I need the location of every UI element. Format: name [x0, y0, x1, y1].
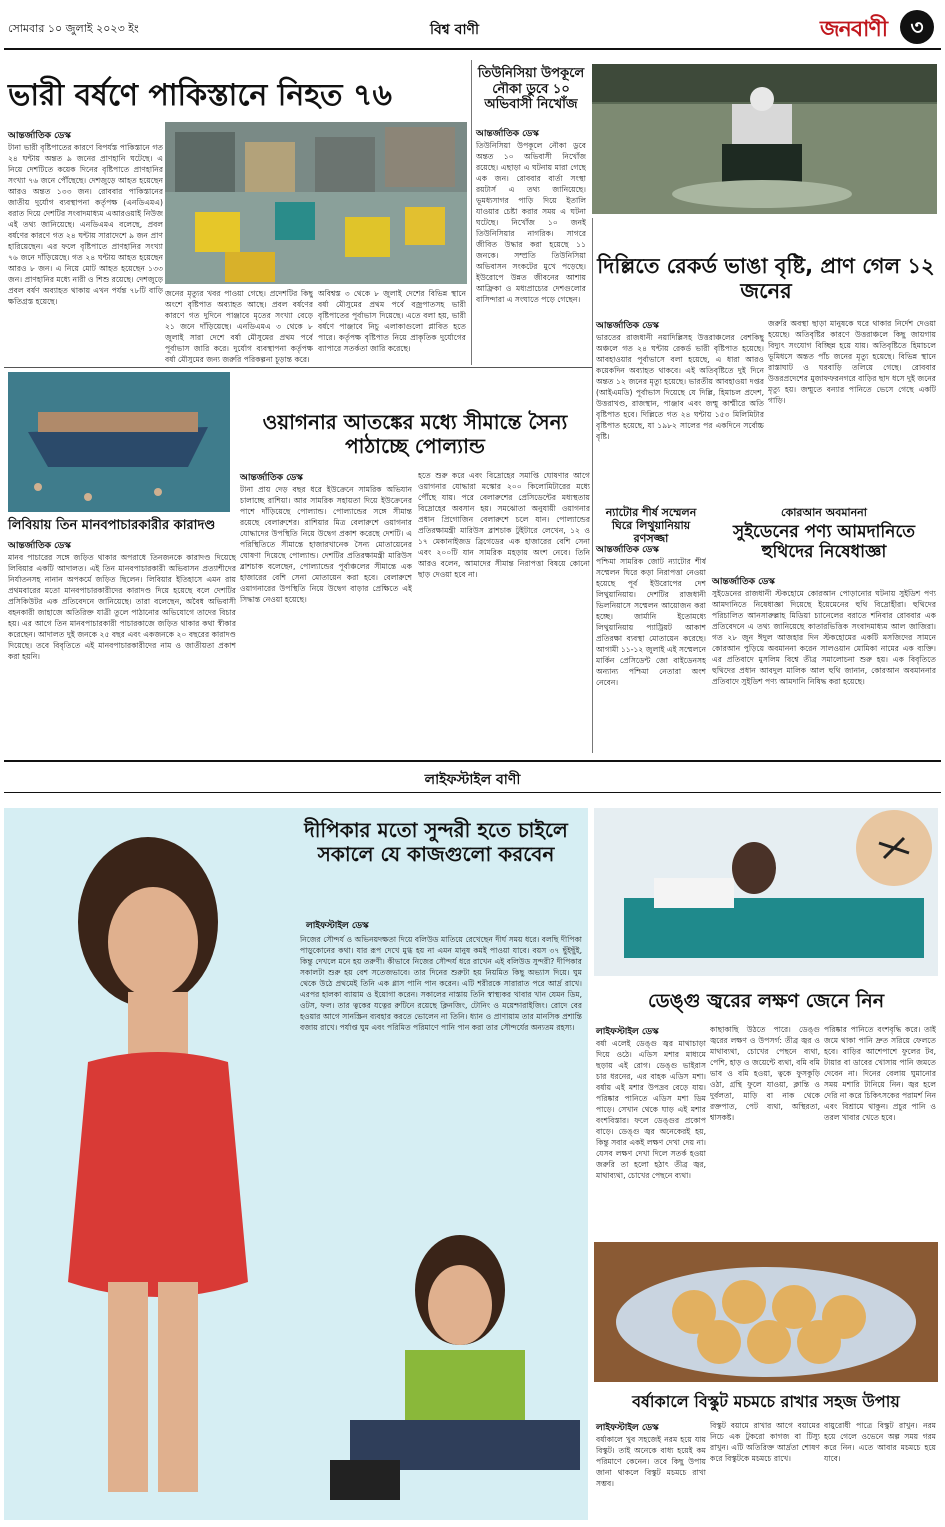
libya-headline: লিবিয়ায় তিন মানবপাচারকারীর কারাদণ্ড: [8, 518, 216, 533]
deepika-body: নিজের সৌন্দর্য ও অভিনয়দক্ষতা দিয়ে বলিউড মাতিয়ে রেখেছেন দীর্ঘ সময় ধরে। বলছি দীপিকা পাড়ুকোনের কথা। যার রূপ দেখে মুগ্ধ হয় না এমন মানুষ কমই পাওয়া যাবে। বয়স ৩৭ ছুঁইছুঁই, কিন্তু দেখলে মনে হয় তরুণী। কীভাবে নিজের সৌন্দর্য ধরে রাখেন এই বলিউড সুন্দরী? দীপিকার সকালটা শুরু হয় বেশ সতেজভাবে। তার দিনের শুরুটা হয় নিয়মিত কিছু অভ্যাস দিয়ে। ঘুম থেকে উঠে প্রথমেই তিনি এক গ্লাস পানি পান করেন। এটি শরীরকে সারারাত পরে আর্দ্র রাখে। এরপর হালকা ব্যায়াম ও ইয়োগা করেন। সকালের নাস্তায় তিনি স্বাস্থ্যকর খাবার খান যেমন ডিম, ওটস, ফল। তার ত্বকের যত্নের রুটিনে রয়েছে ক্লিনজিং, টোনিং ও ময়েশ্চারাইজিং। রোদে বের হওয়ার আগে সানস্ক্রিন ব্যবহার করতে ভোলেন না তিনি। ধ্যান ও প্রাণায়াম তার মানসিক প্রশান্তি বজায় রাখে। পর্যাপ্ত ঘুম এবং পরিমিত পরিমাণে পানি পান করা তার সৌন্দর্যের অন্যতম রহস্য।: [300, 935, 582, 1032]
libya-body: মানব পাচারের সঙ্গে জড়িত থাকার অপরাধে তিনজনকে কারাদণ্ড দিয়েছে লিবিয়ার একটি আদালত। এই তিন মানবপাচারকারী অভিবাসন প্রত্যাশীদের নির্যাতনসহ নানান অপকর্মে জড়িত ছিলেন। লিবিয়ার ইতিহাসে এমন রায় প্রথমবারের মতো মানবপাচারকারীদের কারাদণ্ড দিয়ে হয়েছে বলে দেশটির প্রসিকিউটর এক প্রতিবেদনে জানিয়েছে। তারা বলেছেন, অবৈধ অভিবাসী বহনকারী জাহাজে অতিরিক্ত যাত্রী তুলে পাঠানোর অভিযোগে তাদের বিচার হয়। এর আগে তিন মানবপাচারকারী পাচারকাজে জড়িত থাকার কথা স্বীকার করেছেন। আদালত দুই জনকে ২৫ বছর এবং একজনকে ২০ বছরের কারাদণ্ড দিয়েছে। তবে বিবৃতিতে এই মানবপাচারকারীদের নাম ও জাতীয়তা প্রকাশ করা হয়নি।: [8, 553, 236, 661]
biscuit-desk: লাইফস্টাইল ডেস্ক: [596, 1423, 659, 1433]
delhi-desk: আন্তর্জাতিক ডেস্ক: [596, 321, 659, 331]
nato-desk: আন্তর্জাতিক ডেস্ক: [596, 545, 659, 555]
poland-col1: টানা প্রায় দেড় বছর ধরে ইউক্রেনে সামরিক অভিযান চালাচ্ছে রাশিয়া। আর সামরিক সহায়তা দিয়ে ইউক্রেনের পাশে দাঁড়িয়েছে পোল্যান্ড। পোল্যান্ডের সঙ্গে সীমান্ত রয়েছে বেলারুশের। রাশিয়ার মিত্র বেলারুশে ওয়াগনার যোদ্ধাদের উপস্থিতি নিয়ে উদ্বেগ প্রকাশ করেছে দেশটি। এ পরিস্থিতিতে সীমান্তে হাজারখানেক সৈন্য মোতায়েনের ঘোষণা দিয়েছে পোল্যান্ড। দেশটির প্রতিরক্ষামন্ত্রী মারিউস ব্লাশচাক বলেছেন, পোল্যান্ডের পূর্বাঞ্চলের সীমান্তে এক হাজারের বেশি সেনা মোতায়েন করা হবে। বেলারুশে ওয়াগনারের উপস্থিতি নিয়ে উদ্বেগ বাড়ার প্রেক্ষিতে এই সিদ্ধান্ত নেওয়া হয়েছে।: [240, 485, 412, 604]
poland-headline: ওয়াগনার আতঙ্কের মধ্যে সীমান্তে সৈন্য পাঠাচ্ছে পোল্যান্ড: [262, 410, 568, 458]
patient-bed-photo: [594, 808, 938, 976]
pakistan-col2: জনের মৃত্যুর খবর পাওয়া গেছে। প্রদেশটির কিছু অংশে বৃষ্টিপাত অব্যাহত আছে। প্রবল বর্ষণের কারণে গত দুদিনে পাঞ্জাবে মৃতের সংখ্যা বেড়ে ২১ জনে দাঁড়িয়েছে। এনডিএমএ ৩ থেকে ৮ জুলাই সারা দেশে বর্ষা মৌসুমের প্রথম পর্বে পূর্বাভাস জারি করে। দুর্যোগ ব্যবস্থাপনা কর্তৃপক্ষ বর্ষা মৌসুমের জন্য জরুরি পরিকল্পনা চূড়ান্ত করে।: [165, 289, 313, 364]
dengue-col1: বর্ষা এলেই ডেঙ্গু জ্বর মাথাচাড়া দিয়ে ওঠে। এডিস মশার মাধ্যমে ছড়ায় এই রোগ। ডেঙ্গু ভাইরাস চার ধরনের, এর বাহক এডিস মশা। বর্ষায় এই মশার উপদ্রব বেড়ে যায়। পরিষ্কার পানিতে এডিস মশা ডিম পাড়ে। সেখান থেকে ঘাড় এই মশার বংশবিস্তার। ফলে ডেঙ্গুর প্রকোপ বাড়ে। ডেঙ্গু জ্বর অনেকেরই হয়, কিন্তু সবার একই লক্ষণ দেখা দেয় না। যেসব লক্ষণ দেখা দিলে সতর্ক হওয়া জরুরি তা হলো হঠাৎ তীব্র জ্বর, মাথাব্যথা, চোখের পেছনে ব্যথা।: [596, 1039, 706, 1180]
section-rule: [4, 792, 941, 793]
phone-model-photo: [310, 1210, 588, 1515]
delhi-flood-photo: [592, 64, 937, 214]
sweden-desk: আন্তর্জাতিক ডেস্ক: [712, 577, 775, 587]
biscuit-col3: বায়ুরোধী পাত্রে বিস্কুট রাখুন। নরম হয়ে গেলে ওভেনে অল্প সময় গরম করে নিন। এতে আবার মচমচে হয়ে যাবে।: [824, 1421, 936, 1463]
sweden-headline: সুইডেনের পণ্য আমদানিতে হুথিদের নিষেধাজ্ঞা: [732, 522, 916, 563]
biscuit-col1: বর্ষাকালে খুব সহজেই নরম হয়ে যায় বিস্কুট। তাই অনেকে বাধ্য হয়েই কম পরিমাণে কেনেন। তবে কিছু উপায় জানা থাকলে বিস্কুট মচমচে রাখা সম্ভব।: [596, 1435, 706, 1488]
divider: [4, 367, 592, 368]
sweden-kicker: কোরআন অবমাননা: [781, 506, 867, 519]
model-photo: [8, 812, 308, 1517]
issue-date: সোমবার ১০ জুলাই ২০২৩ ইং: [8, 22, 139, 35]
tunisia-body: তিউনিসিয়া উপকূলে নৌকা ডুবে অন্তত ১০ অভিবাসী নিখোঁজ রয়েছে। এছাড়া এ ঘটনায় মারা গেছে এক জন। রোববার বার্তা সংস্থা রয়টার্স এ তথ্য জানিয়েছে। ভূমধ্যসাগর পাড়ি দিয়ে ইতালি যাওয়ার চেষ্টা করার সময় এ ঘটনা ঘটেছে। নিখোঁজ ১০ জনই তিউনিসিয়ার নাগরিক। সাগরে জীবিত উদ্ধার করা হয়েছে ১১ জনকে। সম্প্রতি তিউনিসিয়া অভিবাসন সংকটের মুখে পড়েছে। ইউরোপে উন্নত জীবনের আশায় আফ্রিকা ও মধ্যপ্রাচ্যের দেশগুলোর বাসিন্দারা এ সংঘাতে পড়ে গেছেন।: [476, 141, 586, 304]
pakistan-col1: টানা ভারী বৃষ্টিপাতের কারণে বিপর্যস্ত পাকিস্তানে গত ২৪ ঘন্টায় অন্তত ৯ জনের প্রাণহানি ঘটেছে। এ নিয়ে দেশটিতে কয়েক দিনের বৃষ্টিপাতে প্রাণহানির সংখ্যা ৭৬ জনে পৌঁছেছে। দেশজুড়ে আহত হয়েছেন আরও অন্তত ১৩৩ জন। রোববার পাকিস্তানের জাতীয় দুর্যোগ ব্যবস্থাপনা কর্তৃপক্ষ (এনডিএমএ) বরাত দিয়ে দেশটির সংবাদমাধ্যম এআরওয়াই নিউজ এই তথ্য জানিয়েছে। এনডিএমএ বলেছে, প্রবল বর্ষণের কারণে গত ২৪ ঘন্টায় সারাদেশে ৯ জন প্রাণ হারিয়েছেন। এর ফলে বৃষ্টিপাতে প্রাণহানির সংখ্যা ৭৬ জনে দাঁড়িয়েছে। গত ২৪ ঘন্টায় আহত হয়েছেন আরও ৮ জন। এ নিয়ে মোট আহত হয়েছেন ১৩৩ জন। প্রাণহানির মধ্যে নারী ও শিশু রয়েছে। দেশজুড়ে প্রবল বর্ষণ অব্যাহত থাকায় এখন পর্যন্ত ৭৮টি বাড়ি ক্ষতিগ্রস্ত হয়েছে।: [8, 143, 163, 306]
biscuit-headline: বর্ষাকালে বিস্কুট মচমচে রাখার সহজ উপায়: [632, 1392, 900, 1411]
nato-body: পশ্চিমা সামরিক জোট ন্যাটোর শীর্ষ সম্মেলন ঘিরে কড়া নিরাপত্তা নেওয়া হয়েছে পূর্ব ইউরোপের দেশ লিথুয়ানিয়ায়। দেশটির রাজধানী ভিলনিয়াসে সম্মেলন আয়োজন করা হচ্ছে। জার্মানি ইতোমধ্যে লিথুয়ানিয়ায় প্যাট্রিয়ট আকাশ প্রতিরক্ষা ব্যবস্থা মোতায়েন করেছে। আগামী ১১-১২ জুলাই এই সম্মেলনে মার্কিন প্রেসিডেন্ট জো বাইডেনসহ অন্যান্য পশ্চিমা নেতারা অংশ নেবেন।: [596, 557, 706, 687]
column-rule: [471, 60, 472, 365]
header-rule: [4, 48, 941, 50]
poland-desk: আন্তর্জাতিক ডেস্ক: [240, 473, 303, 483]
nato-headline: ন্যাটোর শীর্ষ সম্মেলন ঘিরে লিথুয়ানিয়ায় রণসজ্জা: [605, 506, 697, 546]
pakistan-headline: ভারী বর্ষণে পাকিস্তানে নিহত ৭৬: [8, 78, 392, 113]
dengue-headline: ডেঙ্গু জ্বরের লক্ষণ জেনে নিন: [647, 990, 885, 1012]
pakistan-desk: আন্তর্জাতিক ডেস্ক: [8, 131, 71, 141]
flood-street-photo: [165, 122, 467, 284]
tunisia-headline: তিউনিসিয়া উপকূলে নৌকা ডুবে ১০ অভিবাসী নিখোঁজ: [477, 66, 585, 113]
pakistan-col3: অবিশ্বস্ত ৩ থেকে ৮ জুলাই দেশের বিভিন্ন স্থানে বর্ষা মৌসুমের প্রথম পর্বে বজ্রপাতসহ ভারী বৃষ্টিপাতের পূর্বাভাস দিয়েছে। এতে বলা হয়, ভারী বর্ষণে পাঞ্জাবে নিচু এলাকাগুলো প্লাবিত হতে পারে। কর্তৃপক্ষ বৃষ্টিপাত নিয়ে প্রাকৃতিক দুর্যোগের ব্যাপারে সতর্কতা জারি করেছে।: [318, 289, 466, 353]
dengue-col2: কাছাকাছি উঠতে পারে। ডেঙ্গু জ্বরের লক্ষণ ও উপসর্গ: তীব্র জ্বর ও মাথাব্যথা, চোখের পেছনে ব্যথা, পেশি, হাড় ও জয়েন্টে ব্যথা, বমি বমি ভাব ও বমি হওয়া, ত্বকে ফুসকুড়ি ওঠা, গ্রন্থি ফুলে যাওয়া, ক্লান্তি ও দুর্বলতা, মাড়ি বা নাক থেকে রক্তপাত, পেট ব্যথা, অস্থিরতা, শ্বাসকষ্ট।: [710, 1025, 820, 1122]
deepika-headline: দীপিকার মতো সুন্দরী হতে চাইলে সকালে যে কাজগুলো করবেন: [304, 818, 568, 866]
newspaper-logo: জনবাণী: [820, 17, 888, 42]
biscuit-col2: বিস্কুট বয়ামে রাখার আগে বয়ামের নিচে এক টুকরো কাগজ বা টিস্যু রাখুন। এটি অতিরিক্ত আর্দ্রতা শোষণ করে বিস্কুটকে মচমচে রাখে।: [710, 1421, 820, 1463]
lifestyle-section-title: লাইফস্টাইল বাণী: [424, 772, 521, 788]
delhi-col1: ভারতের রাজধানী নয়াদিল্লিসহ উত্তরাঞ্চলের বেশকিছু অঞ্চলে গত ২৪ ঘন্টায় রেকর্ড ভারী বৃষ্টিপাত হয়েছে। আবহাওয়ার পূর্বাভাসে বলা হয়েছে, এ ধারা আরও কয়েকদিন অব্যাহত থাকবে। এই অতিবৃষ্টিতে দুই দিনে অন্তত ১২ জনের মৃত্যু হয়েছে। ভারতীয় আবহাওয়া দপ্তর (আইএমডি) পূর্বাভাস দিয়েছে যে দিল্লি, হিমাচল প্রদেশ, উত্তরাখণ্ড, রাজস্থান, পাঞ্জাব এবং জম্মু কাশ্মীরে অতি বৃষ্টিপাত হবে। দিল্লিতে গত ২৪ ঘন্টায় ১৫৩ মিলিমিটার বৃষ্টিপাত হয়েছে, যা ১৯৮২ সালের পর একদিনে সর্বোচ্চ বৃষ্টি।: [596, 333, 764, 441]
dengue-desk: লাইফস্টাইল ডেস্ক: [596, 1027, 659, 1037]
sweden-body: সুইডেনের রাজধানী স্টকহোমে কোরআন পোড়ানোর ঘটনায় সুইডিশ পণ্য আমদানিতে নিষেধাজ্ঞা দিয়েছে ইয়েমেনের হুথি বিদ্রোহীরা। হুথিদের পরিচালিত আনসারুল্লাহ মিডিয়া চ্যানেলের বরাতে শনিবার রোববার এক প্রতিবেদনে এ তথ্য জানিয়েছে কাতারভিত্তিক সংবাদমাধ্যম আল জাজিরা। গত ২৮ জুন ঈদুল আজহার দিন স্টকহোমের একটি মসজিদের সামনে কোরআন পুড়িয়ে অবমাননা করেন সালওয়ান মোমিকা নামের এক ব্যক্তি। এর প্রতিবাদে মুসলিম বিশ্বে তীব্র সমালোচনা শুরু হয়। এক বিবৃতিতে হুথিদের প্রধান আবদুল মালিক আল হুথি জানান, কোরআন অবমাননার প্রতিবাদে সুইডিশ পণ্য আমদানি নিষিদ্ধ করা হয়েছে।: [712, 589, 936, 686]
biscuit-photo: [594, 1242, 938, 1382]
delhi-col2: জরুরি অবস্থা ছাড়া মানুষকে ঘরে থাকার নির্দেশ দেওয়া হয়েছে। অতিবৃষ্টির কারণে উত্তরাঞ্চলে কিছু জায়গায় বিদ্যুৎ সংযোগ বিচ্ছিন্ন হয়ে যায়। অতিবৃষ্টিতে হিমাচলে ভূমিধসে অন্তত পাঁচ জনের মৃত্যু হয়েছে। বিভিন্ন স্থানে রাস্তাঘাট ও ঘরবাড়ি তলিয়ে গেছে। রোববার উত্তরপ্রদেশের মুজাফফরনগরে বাড়ির ছাদ ধসে দুই জনের মৃত্যু হয়। জম্মুতে বন্যার পানিতে ভেসে গেছে একটি গাড়ি।: [768, 319, 936, 405]
libya-desk: আন্তর্জাতিক ডেস্ক: [8, 541, 71, 551]
tunisia-desk: আন্তর্জাতিক ডেস্ক: [476, 129, 539, 139]
section-name: বিশ্ব বাণী: [430, 22, 479, 38]
column-rule: [592, 218, 593, 753]
deepika-desk: লাইফস্টাইল ডেস্ক: [306, 921, 369, 931]
section-rule: [4, 760, 941, 762]
poland-col2: হতে শুরু করে এবং বিদ্রোহের সমাপ্তি ঘোষণার আগে ওয়াগনার যোদ্ধারা মস্কোর ২০০ কিলোমিটারের মধ্যে পৌঁছে যায়। পরে বেলারুশের প্রেসিডেন্টের মধ্যস্থতায় বিদ্রোহের অবসান হয়। সমঝোতা অনুযায়ী ওয়াগনার প্রধান প্রিগোজিন বেলারুশে চলে যান। পোল্যান্ডের প্রতিরক্ষামন্ত্রী মারিউস ব্লাশচাক টুইটারে লেখেন, ১২ ও ১৭ মেকানাইজড ব্রিগেডের এক হাজারের বেশি সেনা এবং ২০০টি যান সামরিক মহড়ায় অংশ নেবে। তিনি আরও বলেন, আমাদের সীমান্ত নিরাপত্তা বিষয়ে কোনো ছাড় দেওয়া হবে না।: [418, 471, 590, 579]
delhi-headline: দিল্লিতে রেকর্ড ভাঙা বৃষ্টি, প্রাণ গেল ১২ জনের: [597, 254, 935, 304]
page-number: ৩: [900, 10, 934, 44]
migrant-boat-photo: [8, 372, 230, 512]
dengue-col3: পরিষ্কার পানিতে বংশবৃদ্ধি করে। তাই জমে থাকা পানি দ্রুত সরিয়ে ফেলতে হবে। বাড়ির আশেপাশে ফুলের টব, টায়ার বা ডাবের খোসায় পানি জমতে দেবেন না। দিনের বেলায় ঘুমানোর সময় মশারি টানিয়ে নিন। জ্বর হলে দেরি না করে চিকিৎসকের পরামর্শ নিন এবং বিশ্রামে থাকুন। প্রচুর পানি ও তরল খাবার খেতে হবে।: [824, 1025, 936, 1122]
